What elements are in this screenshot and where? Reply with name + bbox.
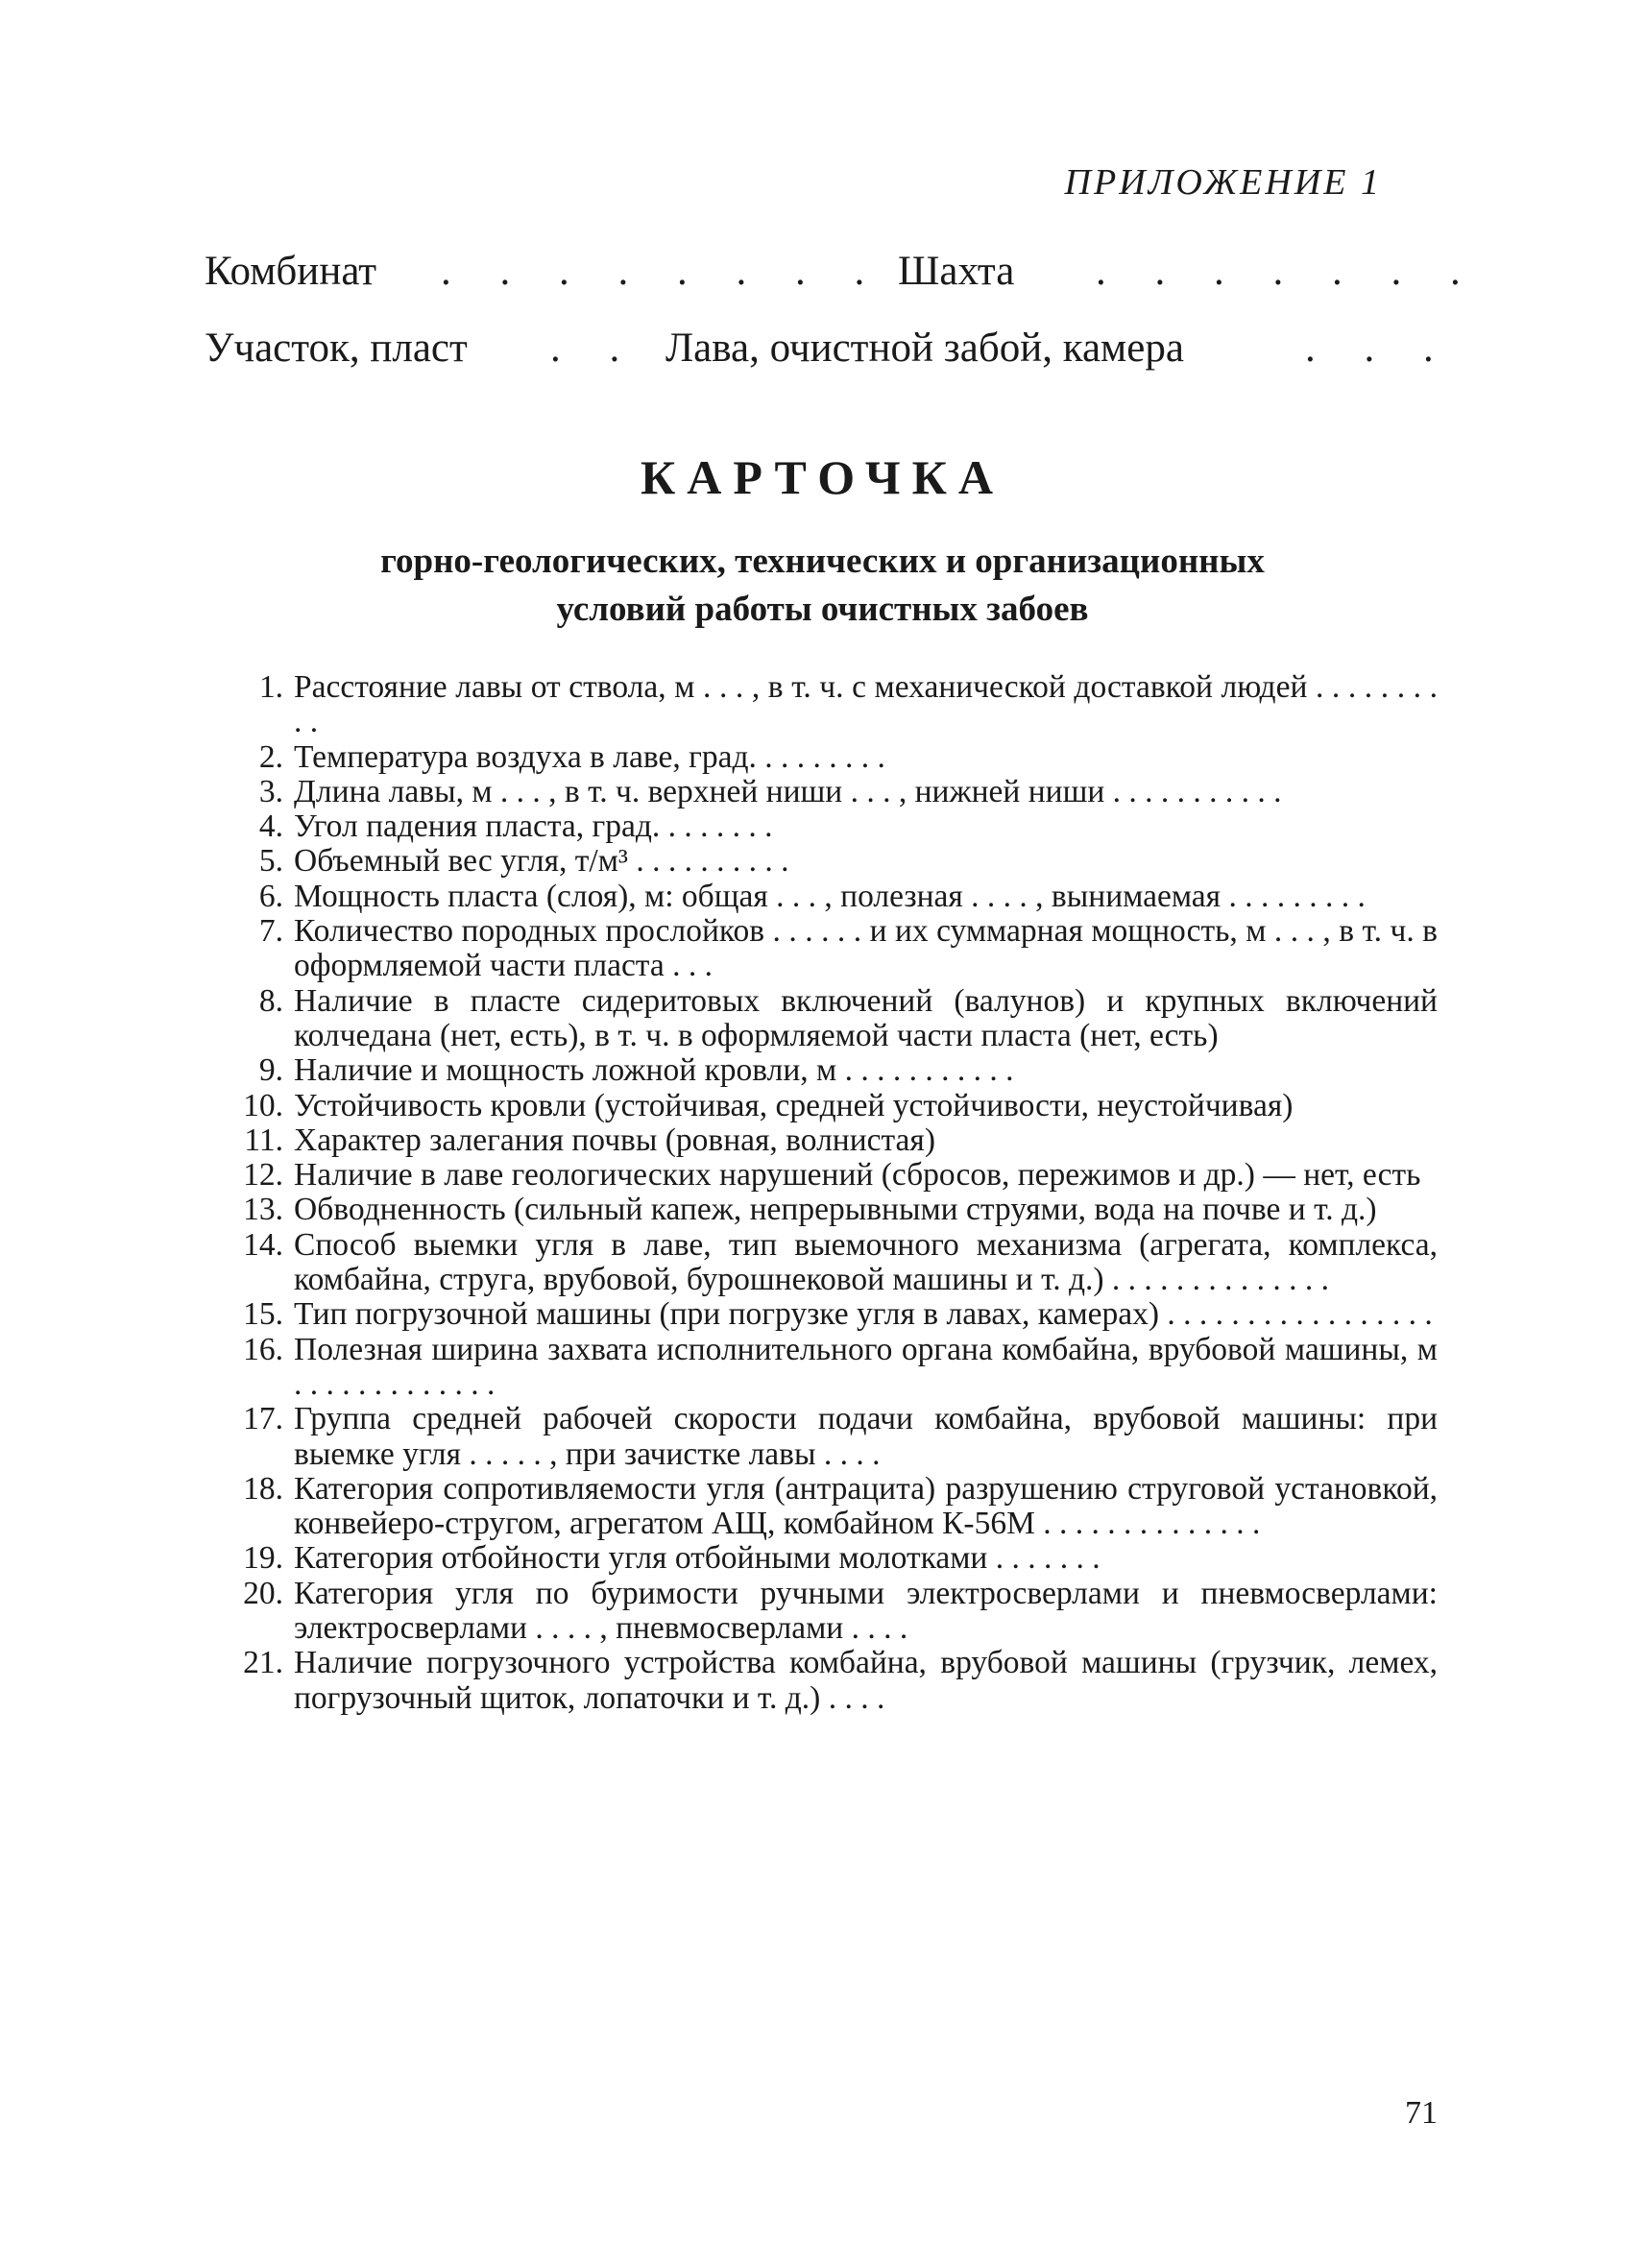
subtitle-line: горно-геологических, технических и организационных (380, 542, 1265, 581)
item-number: 19. (243, 1540, 283, 1577)
item-text: Расстояние лавы от ствола, м . . . , в т. ч. с механической доставкой людей . . . . . . . . . . (294, 669, 1438, 740)
item-number: 10. (243, 1087, 283, 1123)
item-number: 21. (243, 1645, 283, 1681)
list-item (230, 1297, 1438, 1332)
item-number: 9. (258, 1052, 283, 1089)
list-item (230, 1577, 1438, 1647)
shakhta-blank: . . . . . . . (1096, 249, 1480, 294)
item-text: Категория угля по буримости ручными электросверлами и пневмосверлами: электросверлами . . . . , пневмосверлами . . . . (294, 1575, 1438, 1647)
item-text: Группа средней рабочей скорости подачи комбайна, врубовой машины: при выемке угля . . . . . , при зачистке лавы . . . . (294, 1401, 1438, 1472)
item-number: 12. (243, 1157, 283, 1194)
item-number: 4. (258, 808, 283, 845)
uchastok-blank: . . (550, 326, 640, 371)
page-number: 71 (1405, 2095, 1438, 2131)
card-title: КАРТОЧКА (641, 450, 1004, 504)
item-text: Категория сопротивляемости угля (антрацита) разрушению струговой установкой, конвейеро-стругом, агрегатом АЩ, комбайном К-56М . . . . . . . . . . . . . . (294, 1470, 1438, 1542)
item-number: 15. (243, 1296, 283, 1333)
item-text: Характер залегания почвы (ровная, волнистая) (294, 1122, 935, 1158)
list-item (230, 1541, 1438, 1576)
item-number: 2. (258, 738, 283, 775)
subtitle-line: условий работы очистных забоев (556, 590, 1089, 629)
list-item (230, 775, 1438, 809)
item-text: Способ выемки угля в лаве, тип выемочного механизма (агрегата, комплекса, комбайна, струга, врубовой, бурошнековой машины и т. д.) . . . . . . . . . . . . . . (294, 1226, 1438, 1298)
list-item (230, 1193, 1438, 1227)
item-number: 18. (243, 1470, 283, 1507)
lava-label: Лава, очистной забой, камера (665, 326, 1184, 371)
item-text: Обводненность (сильный капеж, непрерывными струями, вода на почве и т. д.) (294, 1192, 1377, 1228)
kombinat-label: Комбинат (205, 249, 377, 294)
item-text: Количество породных прослойков . . . . . . и их суммарная мощность, м . . . , в т. ч. в оформляемой части пласта . . . (294, 913, 1438, 984)
item-text: Угол падения пласта, град. . . . . . . . (294, 808, 773, 845)
item-number: 6. (258, 878, 283, 914)
item-number: 11. (244, 1122, 283, 1158)
list-item (230, 1402, 1438, 1472)
item-text: Категория отбойности угля отбойными молотками . . . . . . . (294, 1540, 1101, 1577)
list-item (230, 809, 1438, 844)
conditions-list (230, 670, 1438, 1716)
item-text: Наличие и мощность ложной кровли, м . . . . . . . . . . . (294, 1052, 1014, 1089)
list-item (230, 1472, 1438, 1542)
item-number: 5. (258, 843, 283, 880)
list-item (230, 1646, 1438, 1716)
list-item (230, 984, 1438, 1054)
item-text: Наличие в лаве геологических нарушений (сбросов, пережимов и др.) — нет, есть (294, 1157, 1421, 1194)
item-text: Устойчивость кровли (устойчивая, средней устойчивости, неустойчивая) (294, 1087, 1294, 1123)
item-number: 3. (258, 773, 283, 809)
shakhta-label: Шахта (898, 249, 1015, 294)
list-item (230, 1333, 1438, 1403)
list-item (230, 670, 1438, 740)
item-number: 1. (258, 669, 283, 705)
list-item (230, 740, 1438, 775)
item-text: Температура воздуха в лаве, град. . . . . . . . . (294, 738, 885, 775)
appendix-label: ПРИЛОЖЕНИЕ 1 (1064, 162, 1382, 203)
item-number: 7. (258, 913, 283, 950)
item-number: 20. (243, 1575, 283, 1611)
list-item (230, 844, 1438, 879)
kombinat-blank: . . . . . . . . (441, 249, 884, 294)
item-text: Тип погрузочной машины (при погрузке угля в лавах, камерах) . . . . . . . . . . . . . . . . . (294, 1296, 1433, 1333)
item-number: 16. (243, 1331, 283, 1367)
list-item (230, 880, 1438, 914)
list-item (230, 1053, 1438, 1088)
item-number: 13. (243, 1192, 283, 1228)
item-text: Объемный вес угля, т/м³ . . . . . . . . . . (294, 843, 789, 880)
list-item (230, 1158, 1438, 1193)
card-subtitle (0, 538, 1645, 634)
list-item (230, 914, 1438, 984)
item-text: Наличие погрузочного устройства комбайна, врубовой машины (грузчик, лемех, погрузочный щиток, лопаточки и т. д.) . . . . (294, 1645, 1438, 1716)
item-number: 17. (243, 1401, 283, 1437)
item-text: Полезная ширина захвата исполнительного органа комбайна, врубовой машины, м . . . . . . . . . . . . . (294, 1331, 1438, 1402)
item-number: 8. (258, 982, 283, 1019)
item-text: Длина лавы, м . . . , в т. ч. верхней ниши . . . , нижней ниши . . . . . . . . . . . (294, 773, 1282, 809)
list-item (230, 1228, 1438, 1298)
lava-blank: . . . (1305, 326, 1453, 371)
item-text: Мощность пласта (слоя), м: общая . . . , полезная . . . . , вынимаемая . . . . . . . . . (294, 878, 1366, 914)
item-text: Наличие в пласте сидеритовых включений (валунов) и крупных включений колчедана (нет, есть), в т. ч. в оформляемой части пласта (нет, есть) (294, 982, 1438, 1053)
uchastok-label: Участок, пласт (205, 326, 468, 371)
list-item (230, 1123, 1438, 1158)
list-item (230, 1089, 1438, 1123)
item-number: 14. (243, 1226, 283, 1263)
